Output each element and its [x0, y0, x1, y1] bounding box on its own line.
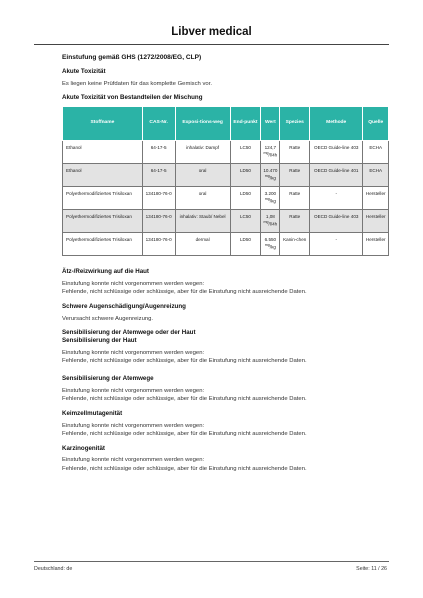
table-cell-route: oral: [175, 187, 230, 210]
table-cell-endpoint: LD50: [230, 187, 261, 210]
table-cell-species: Kanin-chen: [280, 233, 310, 256]
table-cell-source: ECHA: [363, 164, 389, 187]
table-cell-cas: 64-17-5: [142, 141, 175, 164]
value-unit-rest: /kg: [269, 244, 276, 250]
value-unit-rest: /kg: [269, 198, 276, 204]
table-header-cell: Methode: [310, 107, 363, 141]
sensitisation-heading-1: Sensibilisierung der Atemwege oder der Haut: [62, 329, 196, 337]
table-cell-method: OECD Guide-line 403: [310, 141, 363, 164]
value-unit-sup: mg: [264, 197, 270, 202]
value-number: 6.550: [264, 237, 277, 243]
footer-divider: [34, 561, 389, 562]
value-unit-sup: mg: [263, 151, 269, 156]
table-header-cell: Quelle: [363, 107, 389, 141]
table-cell-source: Hersteller: [363, 210, 389, 233]
sensitisation-heading: [62, 329, 389, 345]
skin-irritation-text: [62, 280, 389, 297]
germ-line-2: Fehlende, nicht schlüssige oder schlüssige, aber für die Einstufung nicht ausreichende Daten.: [62, 431, 307, 438]
value-unit-sup: mg: [263, 220, 269, 225]
components-heading: Akute Toxizität von Bestandteilen der Mischung: [62, 94, 203, 102]
acute-toxicity-heading: Akute Toxizität: [62, 68, 106, 75]
table-cell-species: Ratte: [280, 164, 310, 187]
table-cell-source: Hersteller: [363, 187, 389, 210]
sens-line-1: Einstufung konnte nicht vorgenommen werden wegen:: [62, 349, 205, 356]
value-number: 1,08: [265, 214, 275, 220]
table-cell-endpoint: LD50: [230, 164, 261, 187]
acute-toxicity-text: Es liegen keine Prüfdaten für das komplette Gemisch vor.: [62, 80, 212, 87]
germ-cell-mutagenicity-text: [62, 422, 389, 439]
table-cell-route: dermal: [175, 233, 230, 256]
table-header-cell: Wert: [261, 107, 280, 141]
table-cell-value: [261, 233, 280, 256]
table-cell-species: Ratte: [280, 141, 310, 164]
table-cell-name: Polyethermodifiziertes Trisiloxan: [63, 210, 143, 233]
value-unit-rest: /kg: [269, 175, 276, 181]
table-cell-route: oral: [175, 164, 230, 187]
table-header-cell: Spezies: [280, 107, 310, 141]
value-unit-rest: /l/4h: [268, 221, 278, 227]
document-body: [62, 54, 389, 480]
footer-page-number: Seite: 11 / 26: [356, 566, 387, 572]
sensitisation-text: [62, 349, 389, 366]
table-cell-route: inhalativ: Dampf: [175, 141, 230, 164]
sensitisation-heading-2: Sensibilisierung der Haut: [62, 337, 137, 344]
skin-irritation-heading: Ätz-/Reizwirkung auf die Haut: [62, 268, 149, 276]
table-cell-source: ECHA: [363, 141, 389, 164]
value-unit-rest: /l/4h: [268, 152, 278, 158]
table-cell-method: -: [310, 233, 363, 256]
table-cell-endpoint: LC50: [230, 141, 261, 164]
table-cell-method: OECD Guide-line 403: [310, 210, 363, 233]
eye-damage-heading: Schwere Augenschädigung/Augenreizung: [62, 302, 186, 310]
table-cell-species: Ratte: [280, 187, 310, 210]
value-number: 10.470: [263, 168, 278, 174]
table-row: [63, 141, 389, 164]
skin-line-2: Fehlende, nicht schlüssige oder schlüssige, aber für die Einstufung nicht ausreichende Daten.: [62, 289, 307, 296]
table-cell-endpoint: LC50: [230, 210, 261, 233]
table-cell-cas: 134180-76-0: [142, 210, 175, 233]
table-header-cell: CAS-Nr.: [142, 107, 175, 141]
carcinogenicity-text: [62, 456, 389, 473]
value-number: 124,7: [264, 145, 277, 151]
footer-country: Deutschland: de: [34, 566, 73, 572]
table-header-cell: End-punkt: [230, 107, 261, 141]
table-cell-value: [261, 187, 280, 210]
header-divider: [34, 44, 389, 45]
table-cell-method: -: [310, 187, 363, 210]
table-cell-value: [261, 141, 280, 164]
carc-line-2: Fehlende, nicht schlüssige oder schlüssige, aber für die Einstufung nicht ausreichende Daten.: [62, 465, 307, 472]
table-cell-method: OECD Guide-line 401: [310, 164, 363, 187]
table-cell-cas: 134180-76-0: [142, 233, 175, 256]
table-header-cell: Stoffname: [63, 107, 143, 141]
table-header-cell: Exposi-tions-weg: [175, 107, 230, 141]
table-cell-value: [261, 164, 280, 187]
table-row: [63, 187, 389, 210]
table-cell-endpoint: LD50: [230, 233, 261, 256]
table-cell-name: Ethanol: [63, 164, 143, 187]
skin-line-1: Einstufung konnte nicht vorgenommen werden wegen:: [62, 280, 205, 287]
carcinogenicity-heading: Karzinogenität: [62, 444, 105, 452]
table-row: [63, 210, 389, 233]
resp-line-1: Einstufung konnte nicht vorgenommen werden wegen:: [62, 387, 205, 394]
table-cell-name: Polyethermodifiziertes Trisiloxan: [63, 187, 143, 210]
table-header-row: [63, 107, 389, 141]
value-unit-sup: mg: [264, 243, 270, 248]
respiratory-sensitisation-heading: Sensibilisierung der Atemwege: [62, 374, 154, 382]
table-cell-name: Ethanol: [63, 141, 143, 164]
sens-line-2: Fehlende, nicht schlüssige oder schlüssige, aber für die Einstufung nicht ausreichende Daten.: [62, 358, 307, 365]
germ-line-1: Einstufung konnte nicht vorgenommen werden wegen:: [62, 422, 205, 429]
eye-damage-text: Verursacht schwere Augenreizung.: [62, 315, 154, 322]
toxicity-table: [62, 106, 389, 256]
table-cell-value: [261, 210, 280, 233]
table-cell-species: Ratte: [280, 210, 310, 233]
value-unit-sup: mg: [264, 174, 270, 179]
table-row: [63, 164, 389, 187]
resp-line-2: Fehlende, nicht schlüssige oder schlüssige, aber für die Einstufung nicht ausreichende Daten.: [62, 396, 307, 403]
table-cell-source: Hersteller: [363, 233, 389, 256]
respiratory-sensitisation-text: [62, 387, 389, 404]
table-cell-route: inhalativ: Staub/ Nebel: [175, 210, 230, 233]
carc-line-1: Einstufung konnte nicht vorgenommen werden wegen:: [62, 457, 205, 464]
table-body: [63, 141, 389, 256]
table-row: [63, 233, 389, 256]
table-cell-name: Polyethermodifiziertes Trisiloxan: [63, 233, 143, 256]
table-cell-cas: 134180-76-0: [142, 187, 175, 210]
value-number: 3.200: [264, 191, 277, 197]
ghs-heading: Einstufung gemäß GHS (1272/2008/EG, CLP): [62, 54, 202, 61]
germ-cell-mutagenicity-heading: Keimzellmutagenität: [62, 409, 123, 417]
document-title: Libver medical: [171, 26, 252, 38]
table-cell-cas: 64-17-5: [142, 164, 175, 187]
